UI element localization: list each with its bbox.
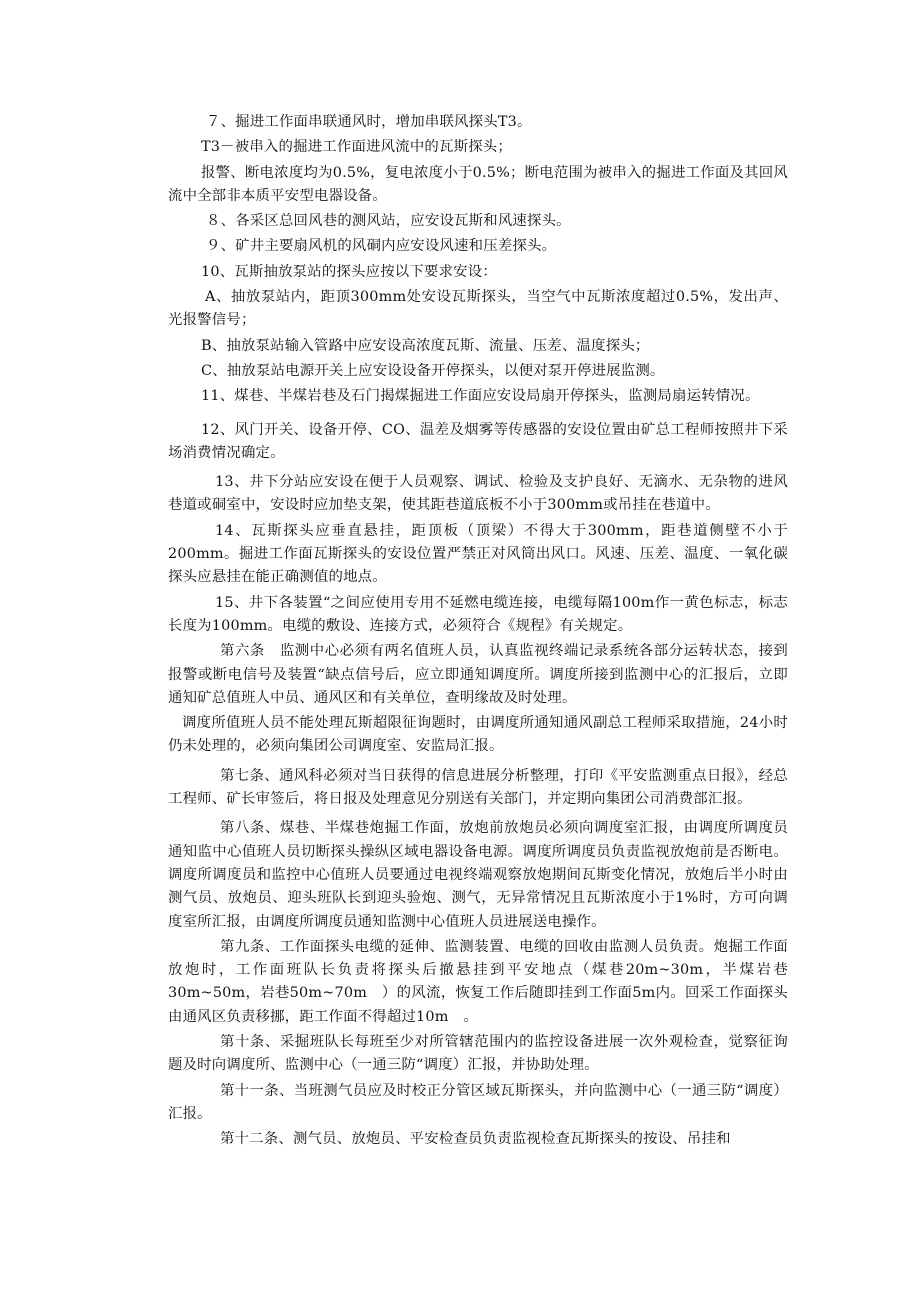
paragraph: B、抽放泵站输入管路中应安设高浓度瓦斯、流量、压差、温度探头；: [201, 337, 650, 354]
paragraph: 第十二条、测气员、放炮员、平安检查员负责监视检查瓦斯探头的按设、吊挂和: [220, 1131, 731, 1148]
paragraph: 调度所值班人员不能处理瓦斯超限征询题时，由调度所通知通风副总工程师采取措施，24小时仍未处理的，必须向集团公司调度室、安监局汇报。: [168, 715, 788, 755]
paragraph: A、抽放泵站内，距顶300mm处安设瓦斯探头，当空气中瓦斯浓度超过0.5%，发出声、光报警信号；: [168, 289, 788, 329]
paragraph: 10、瓦斯抽放泵站的探头应按以下要求安设：: [201, 263, 497, 280]
paragraph: 第七条、通风科必须对当日获得的信息进展分析整理，打印《平安监测重点日报》，经总工程师、矿长审签后，将日报及处理意见分别送有关部门，并定期向集团公司消费部汇报。: [168, 767, 788, 808]
paragraph: 12、风门开关、设备开停、CO、温差及烟雾等传感器的安设位置由矿总工程师按照井下采场消费情况确定。: [168, 421, 788, 461]
paragraph: T3－被串入的掘进工作面进风流中的瓦斯探头；: [201, 139, 512, 156]
paragraph: 第八条、煤巷、半煤巷炮掘工作面，放炮前放炮员必须向调度室汇报，由调度所调度员通知监中心值班人员切断探头操纵区域电器设备电源。调度所调度员负责监视放炮前是否断电。调度所调度员和监控中心值班人员要通过电视终端观察放炮期间瓦斯变化情况，放炮后半小时由测气员、放炮员、迎头班队长到迎头验炮、测气，无异常情况且瓦斯浓度小于1%时，方可向调度室所汇报，由调度所调度员通知监测中心值班人员进展送电操作。: [168, 820, 788, 930]
paragraph: 第六条 监测中心必须有两名值班人员，认真监视终端记录系统各部分运转状态，接到报警或断电信号及装置“缺点信号后，应立即通知调度所。调度所接到监测中心的汇报后，立即通知矿总值班人中员、通风区和有关单位，查明缘故及时处理。: [168, 643, 788, 706]
paragraph: 14、瓦斯探头应垂直悬挂，距顶板（顶梁）不得大于300mm，距巷道侧壁不小于200mm。掘进工作面瓦斯探头的安设位置严禁正对风筒出风口。风速、压差、温度、一氧化碳探头应悬挂在能正确测值的地点。: [168, 522, 788, 586]
paragraph: ９、矿井主要扇风机的风硐内应安设风速和压差探头。: [206, 238, 557, 255]
paragraph: C、抽放泵站电源开关上应安设设备开停探头，以便对泵开停进展监测。: [201, 362, 665, 379]
document-body: [168, 111, 788, 1151]
paragraph: ７、掘进工作面串联通风时，增加串联风探头T3。: [206, 114, 532, 130]
paragraph: 第十条、采掘班队长每班至少对所管辖范围内的监控设备进展一次外观检查，觉察征询题及时向调度所、监测中心（一通三防“调度）汇报，并协助处理。: [168, 1033, 788, 1074]
paragraph: 13、井下分站应安设在便于人员观察、调试、检验及支护良好、无滴水、无杂物的进风巷道或硐室中，安设时应加垫支架，使其距巷道底板不小于300mm或吊挂在巷道中。: [168, 474, 788, 514]
paragraph: 报警、断电浓度均为0.5%，复电浓度小于0.5%；断电范围为被串入的掘进工作面及其回风流中全部非本质平安型电器设备。: [168, 164, 788, 204]
paragraph: 第十一条、当班测气员应及时校正分管区域瓦斯探头，并向监测中心（一通三防“调度）汇报。: [168, 1082, 788, 1122]
paragraph: 15、井下各装置“之间应使用专用不延燃电缆连接，电缆每隔100m作一黄色标志，标志长度为100mm。电缆的敷设、连接方式，必须符合《规程》有关规定。: [168, 594, 788, 634]
paragraph: 11、煤巷、半煤岩巷及石门揭煤掘进工作面应安设局扇开停探头，监测局扇运转情况。: [201, 388, 760, 405]
paragraph: 第九条、工作面探头电缆的延伸、监测装置、电缆的回收由监测人员负责。炮掘工作面放炮时，工作面班队长负责将探头后撤悬挂到平安地点（煤巷20m~30m，半煤岩巷30m~50m，岩巷50m~70m ）的风流，恢复工作后随即挂到工作面5m内。回采工作面探头由通风区负责移挪，距工作面不得超过10m 。: [168, 938, 788, 1025]
paragraph: ８、各采区总回风巷的测风站，应安设瓦斯和风速探头。: [206, 213, 571, 230]
